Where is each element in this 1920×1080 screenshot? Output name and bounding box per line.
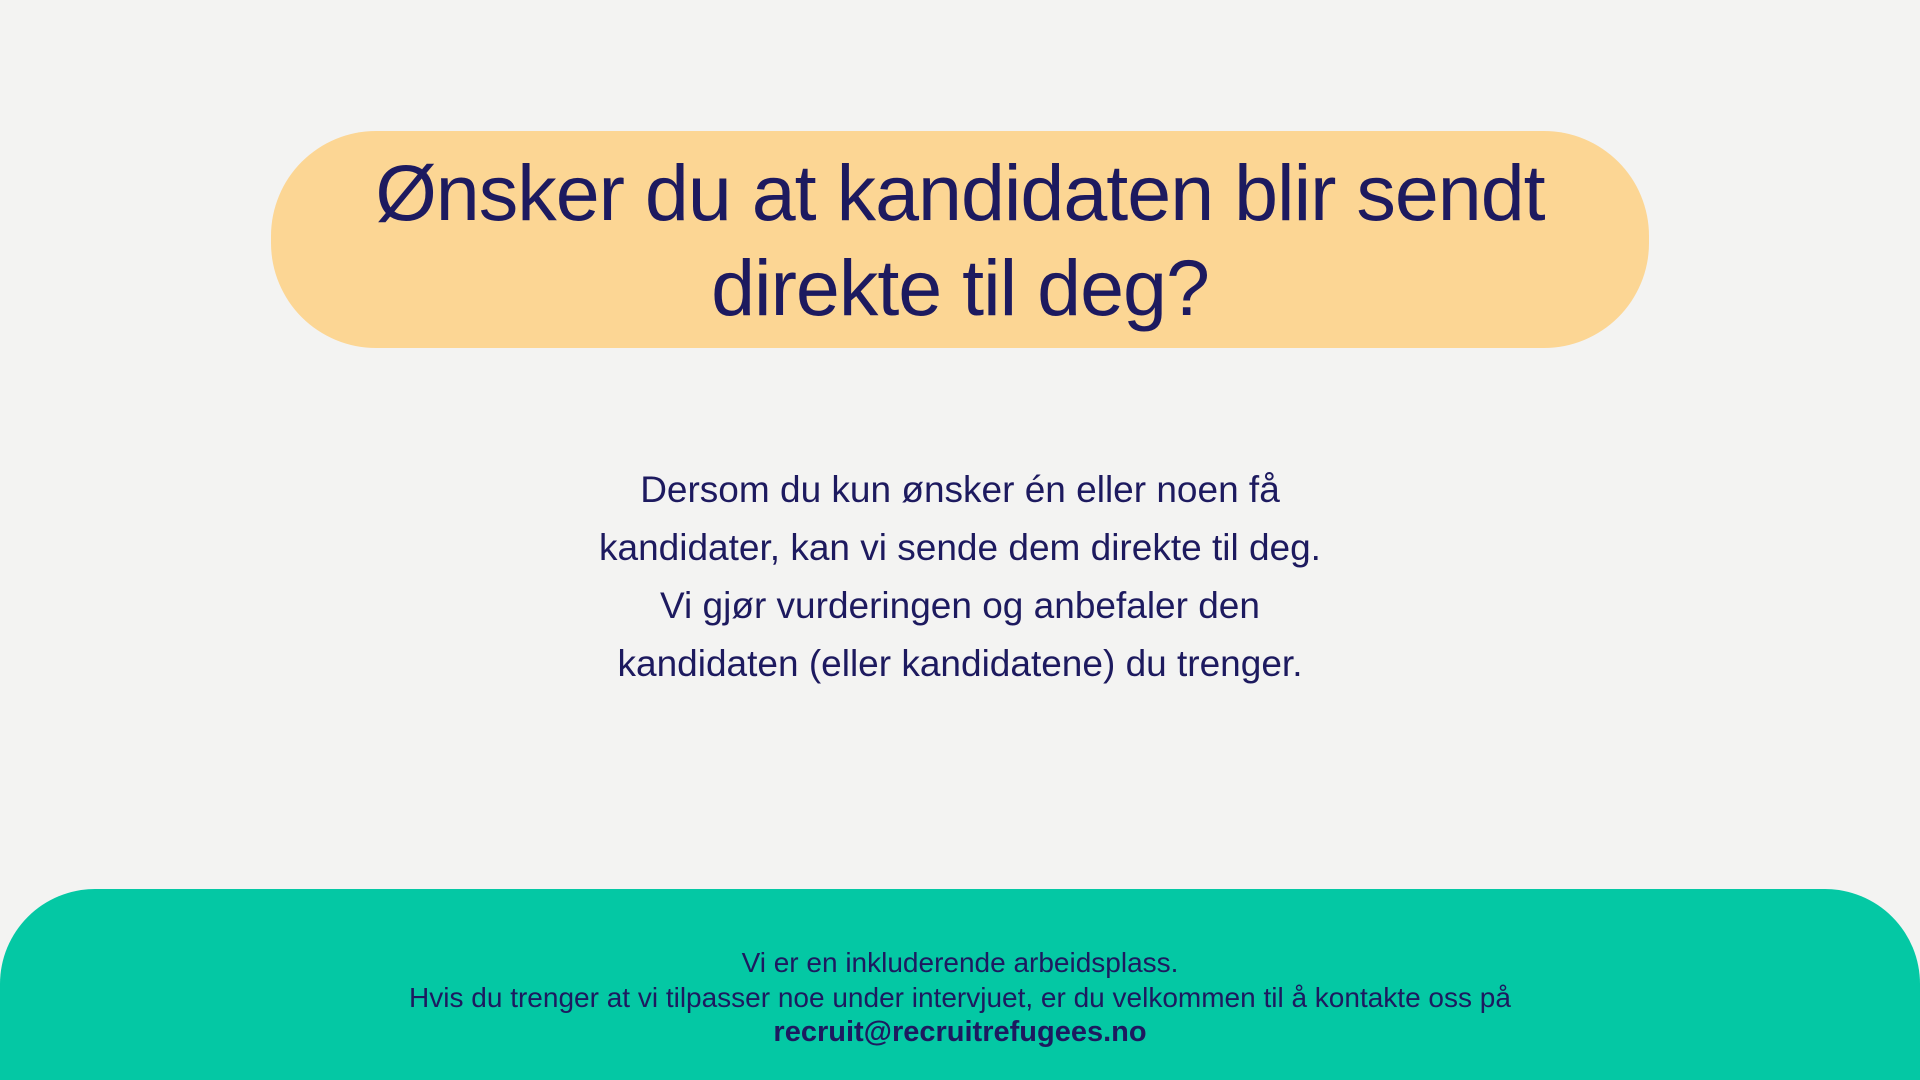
footer-banner [0, 889, 1920, 1080]
body-text [0, 461, 1920, 693]
body-line-3: Vi gjør vurderingen og anbefaler den [660, 585, 1260, 626]
footer-inclusive-statement: Vi er en inkluderende arbeidsplass. [741, 947, 1179, 978]
body-line-1: Dersom du kun ønsker én eller noen få [640, 469, 1280, 510]
body-line-2: kandidater, kan vi sende dem direkte til deg. [599, 527, 1321, 568]
footer-contact-instruction: Hvis du trenger at vi tilpasser noe under intervjuet, er du velkommen til å kontakte oss på [409, 982, 1511, 1013]
body-line-4: kandidaten (eller kandidatene) du trenger. [617, 643, 1303, 684]
footer-contact-email: recruit@recruitrefugees.no [773, 1016, 1147, 1048]
page-title-line-1: Ønsker du at kandidaten blir sendt [375, 147, 1545, 237]
title-banner [271, 131, 1649, 348]
page-title-line-2: direkte til deg? [711, 242, 1209, 332]
